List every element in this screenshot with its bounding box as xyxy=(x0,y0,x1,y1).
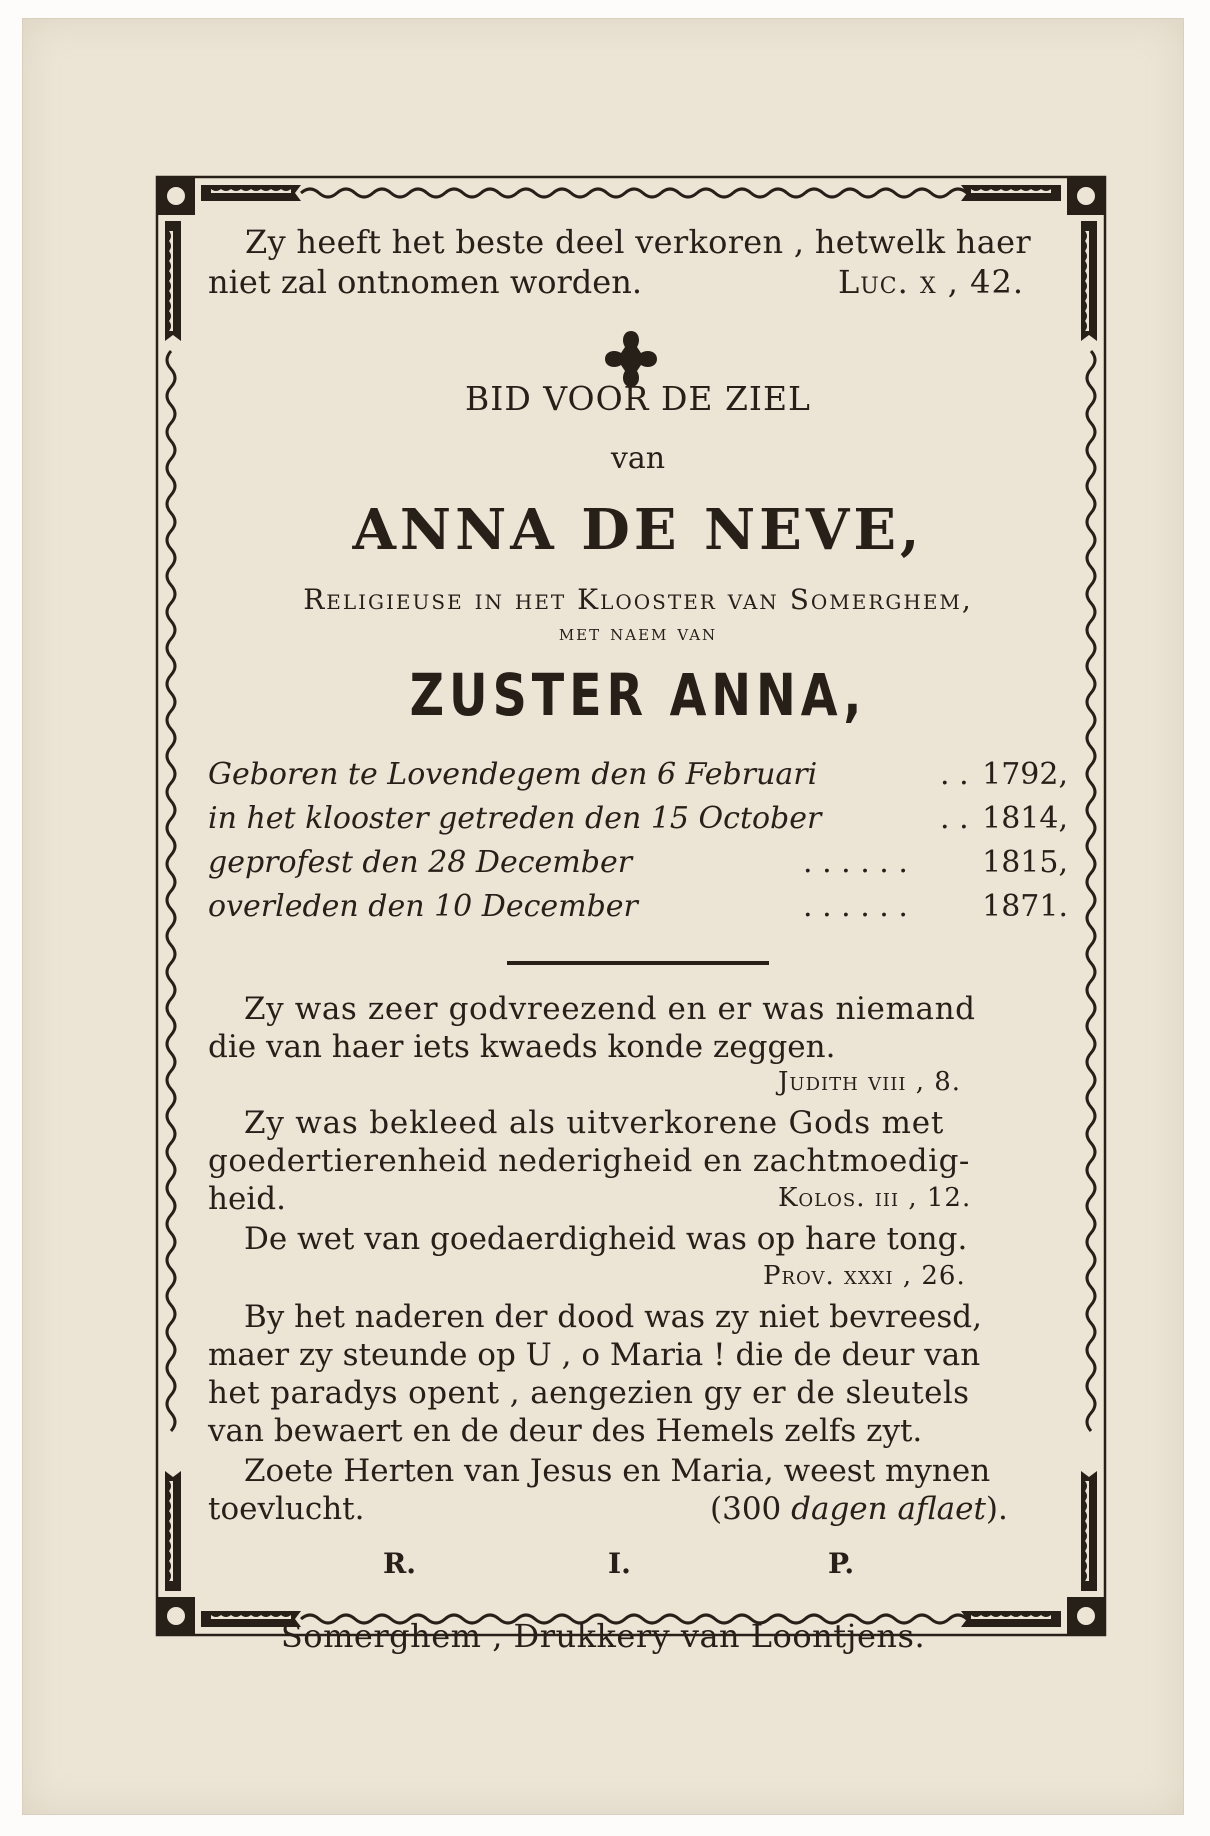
verse-1-line-1: Zy was zeer godvreezend en er was niemand xyxy=(244,991,976,1027)
prayer-heading: BID VOOR DE ZIEL xyxy=(465,379,811,418)
verse-5-line-1: Zoete Herten van Jesus en Maria, weest mynen xyxy=(244,1453,991,1489)
epigraph-line-2 xyxy=(208,263,1068,301)
verse-4-line-2: maer zy steunde op U , o Maria ! die de deur van xyxy=(208,1337,981,1373)
epigraph-reference: Luc. x , 42. xyxy=(838,263,1025,301)
indulgence-italic: dagen aflaet xyxy=(791,1491,986,1527)
verse-5-line-2 xyxy=(208,1491,1068,1527)
indulgence-open: (300 xyxy=(710,1491,792,1527)
religious-name: ZUSTER ANNA, xyxy=(409,661,867,729)
date-year: 1871. xyxy=(982,889,1068,924)
date-year: 1815, xyxy=(982,845,1068,880)
indulgence-close: ). xyxy=(985,1491,1008,1527)
date-dots: . . xyxy=(940,801,969,836)
memorial-card xyxy=(22,18,1184,1815)
verse-1-line-2: die van haer iets kwaeds konde zeggen. xyxy=(208,1029,836,1065)
date-row-birth xyxy=(208,757,1068,792)
date-year: 1814, xyxy=(982,801,1068,836)
verse-2-line-3: heid. xyxy=(208,1181,286,1217)
date-year: 1792, xyxy=(982,757,1068,792)
verse-1-reference: Judith viii , 8. xyxy=(778,1067,962,1097)
date-dots: . . xyxy=(940,757,969,792)
date-dots: . . . . . . xyxy=(803,889,908,924)
verse-3-reference: Prov. xxxi , 26. xyxy=(763,1261,966,1291)
date-row-died xyxy=(208,889,1068,924)
date-label: geprofest den 28 December xyxy=(208,845,633,880)
verse-4-line-4: van bewaert en de deur des Hemels zelfs zyt. xyxy=(208,1413,923,1449)
date-row-entered xyxy=(208,801,1068,836)
religious-role: Religieuse in het Klooster van Somerghem, xyxy=(303,583,973,616)
deceased-name: ANNA DE NEVE, xyxy=(352,497,924,563)
verse-2-line-2: goedertierenheid nederigheid en zachtmoedig- xyxy=(208,1143,970,1179)
ornamental-frame xyxy=(151,171,1111,1641)
epigraph-text: niet zal ontnomen worden. xyxy=(208,263,642,301)
date-dots: . . . . . . xyxy=(803,845,908,880)
verse-2-line-1: Zy was bekleed als uitverkorene Gods met xyxy=(244,1105,945,1141)
rip-r: R. xyxy=(383,1547,417,1580)
date-label: overleden den 10 December xyxy=(208,889,638,924)
rip-i: I. xyxy=(608,1547,631,1580)
rip-p: P. xyxy=(828,1547,855,1580)
verse-4-line-3: het paradys opent , aengezien gy er de sleutels xyxy=(208,1375,970,1411)
indulgence-note xyxy=(710,1491,1008,1527)
verse-2-reference: Kolos. iii , 12. xyxy=(778,1183,972,1213)
van-text: van xyxy=(610,441,666,476)
verse-5-text: toevlucht. xyxy=(208,1491,365,1527)
verse-4-line-1: By het naderen der dood was zy niet bevreesd, xyxy=(244,1299,982,1335)
printer-imprint: Somerghem , Drukkery van Loontjens. xyxy=(280,1617,926,1655)
epigraph-line-1: Zy heeft het beste deel verkoren , hetwelk haer xyxy=(245,223,1031,261)
date-label: Geboren te Lovendegem den 6 Februari xyxy=(208,757,818,792)
date-row-professed xyxy=(208,845,1068,880)
met-naem-van: met naem van xyxy=(558,621,718,646)
verse-3-line-1: De wet van goedaerdigheid was op hare tong. xyxy=(244,1221,968,1257)
date-label: in het klooster getreden den 15 October xyxy=(208,801,822,836)
